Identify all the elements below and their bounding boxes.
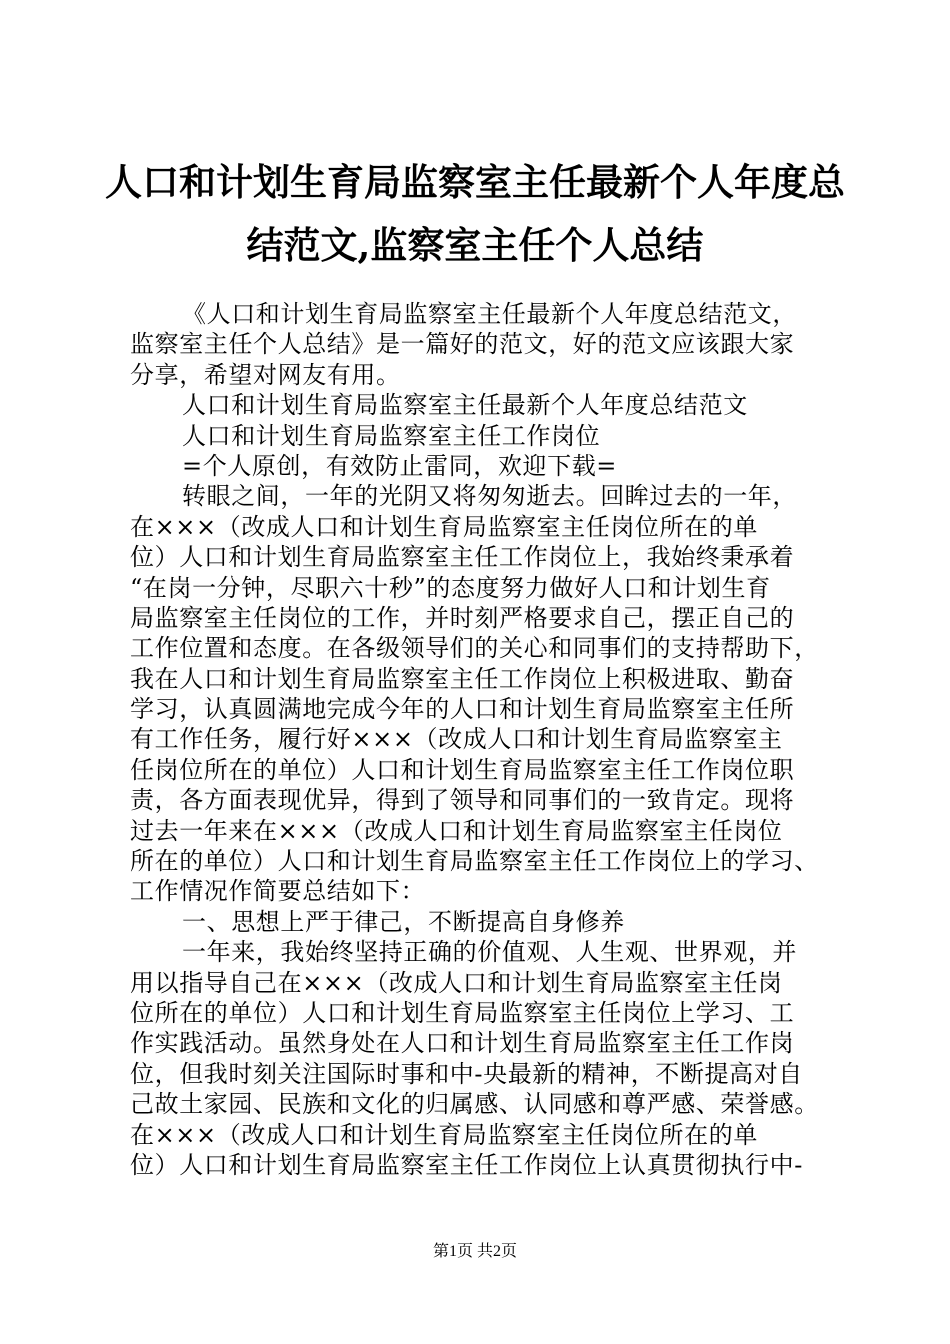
document-body bbox=[130, 299, 830, 1180]
body-line: 责，各方面表现优异，得到了领导和同事们的一致肯定。现将 bbox=[130, 786, 795, 815]
body-line: 人口和计划生育局监察室主任工作岗位 bbox=[182, 421, 601, 450]
body-line: 学习，认真圆满地完成今年的人口和计划生育局监察室主任所 bbox=[130, 695, 795, 724]
body-line: 有工作任务，履行好×××（改成人口和计划生育局监察室主 bbox=[130, 725, 783, 754]
document-title-line-2: 结范文,监察室主任个人总结 bbox=[246, 223, 704, 267]
body-line: 位）人口和计划生育局监察室主任工作岗位上认真贯彻执行中- bbox=[130, 1150, 803, 1179]
body-line: 用以指导自己在×××（改成人口和计划生育局监察室主任岗 bbox=[130, 968, 783, 997]
body-line: 过去一年来在×××（改成人口和计划生育局监察室主任岗位 bbox=[130, 816, 783, 845]
body-line: 位所在的单位）人口和计划生育局监察室主任岗位上学习、工 bbox=[130, 998, 795, 1027]
page-footer: 第1页 共2页 bbox=[432, 1243, 517, 1260]
body-line: 一年来，我始终坚持正确的价值观、人生观、世界观，并 bbox=[182, 938, 797, 967]
body-line: 《人口和计划生育局监察室主任最新个人年度总结范文， bbox=[182, 300, 797, 328]
body-line: 分享，希望对网友有用。 bbox=[130, 360, 401, 389]
document-title-line-1: 人口和计划生育局监察室主任最新个人年度总 bbox=[105, 160, 845, 204]
body-line: 监察室主任个人总结》是一篇好的范文，好的范文应该跟大家 bbox=[130, 330, 795, 359]
body-line: 一、思想上严于律己，不断提高自身修养 bbox=[182, 907, 625, 936]
body-line: 在×××（改成人口和计划生育局监察室主任岗位所在的单 bbox=[130, 512, 758, 541]
body-line: 人口和计划生育局监察室主任最新个人年度总结范文 bbox=[182, 391, 748, 420]
body-line: 作实践活动。虽然身处在人口和计划生育局监察室主任工作岗 bbox=[130, 1029, 795, 1058]
body-line: 位，但我时刻关注国际时事和中-央最新的精神，不断提高对自 bbox=[130, 1059, 803, 1088]
body-line: 工作情况作简要总结如下： bbox=[130, 877, 426, 906]
body-line: 任岗位所在的单位）人口和计划生育局监察室主任工作岗位职 bbox=[130, 755, 795, 784]
body-line: 己故土家园、民族和文化的归属感、认同感和尊严感、荣誉感。 bbox=[130, 1090, 819, 1119]
body-line: 所在的单位）人口和计划生育局监察室主任工作岗位上的学习、 bbox=[130, 847, 819, 876]
body-line: 转眼之间，一年的光阴又将匆匆逝去。回眸过去的一年， bbox=[182, 482, 797, 511]
body-line: 工作位置和态度。在各级领导们的关心和同事们的支持帮助下， bbox=[130, 634, 819, 663]
body-line: 局监察室主任岗位的工作，并时刻严格要求自己，摆正自己的 bbox=[130, 603, 795, 632]
body-line: 我在人口和计划生育局监察室主任工作岗位上积极进取、勤奋 bbox=[130, 664, 795, 693]
body-line: =个人原创，有效防止雷同，欢迎下载= bbox=[182, 451, 618, 480]
body-line: 位）人口和计划生育局监察室主任工作岗位上，我始终秉承着 bbox=[130, 543, 795, 572]
body-line: “在岗一分钟，尽职六十秒”的态度努力做好人口和计划生育 bbox=[130, 573, 771, 602]
body-line: 在×××（改成人口和计划生育局监察室主任岗位所在的单 bbox=[130, 1120, 758, 1149]
